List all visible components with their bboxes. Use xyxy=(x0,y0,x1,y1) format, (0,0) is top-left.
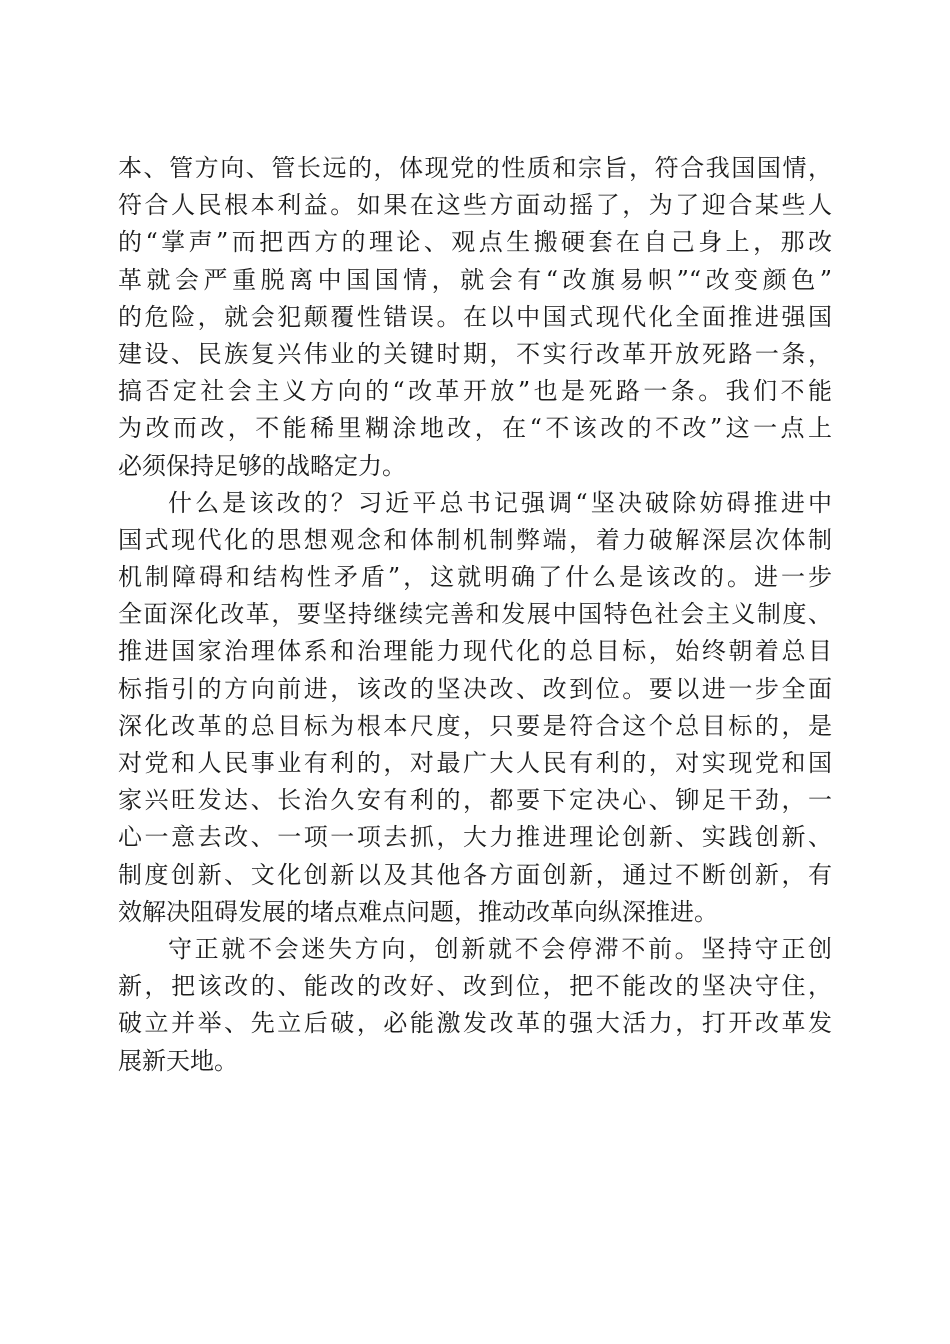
text-line: 什么是该改的？习近平总书记强调“坚决破除妨碍推进中 xyxy=(168,488,832,517)
text-line: 全面深化改革，要坚持继续完善和发展中国特色社会主义制度、 xyxy=(118,600,832,629)
text-line: 效解决阻碍发展的堵点难点问题，推动改革向纵深推进。 xyxy=(118,897,718,926)
text-line: 搞否定社会主义方向的“改革开放”也是死路一条。我们不能 xyxy=(118,377,832,406)
text-line: 标指引的方向前进，该改的坚决改、改到位。要以进一步全面 xyxy=(118,674,832,703)
paragraph-2 xyxy=(118,485,832,931)
text-line: 破立并举、先立后破，必能激发改革的强大活力，打开改革发 xyxy=(118,1009,832,1038)
text-line: 机制障碍和结构性矛盾”，这就明确了什么是该改的。进一步 xyxy=(118,563,832,592)
document-body xyxy=(118,150,832,1080)
text-line: 推进国家治理体系和治理能力现代化的总目标，始终朝着总目 xyxy=(118,637,832,666)
text-line: 的“掌声”而把西方的理论、观点生搬硬套在自己身上，那改 xyxy=(118,228,832,257)
text-line: 心一意去改、一项一项去抓，大力推进理论创新、实践创新、 xyxy=(118,823,832,852)
text-line: 展新天地。 xyxy=(118,1046,238,1075)
text-line: 深化改革的总目标为根本尺度，只要是符合这个总目标的，是 xyxy=(118,711,832,740)
text-line: 家兴旺发达、长治久安有利的，都要下定决心、铆足干劲，一 xyxy=(118,786,832,815)
text-line: 对党和人民事业有利的，对最广大人民有利的，对实现党和国 xyxy=(118,749,832,777)
text-line: 制度创新、文化创新以及其他各方面创新，通过不断创新，有 xyxy=(118,860,832,889)
text-line: 国式现代化的思想观念和体制机制弊端，着力破解深层次体制 xyxy=(118,525,832,554)
text-line: 必须保持足够的战略定力。 xyxy=(118,451,406,480)
paragraph-3 xyxy=(118,931,832,1080)
text-line: 新，把该改的、能改的改好、改到位，把不能改的坚决守住， xyxy=(118,972,832,1001)
paragraph-1 xyxy=(118,150,832,485)
text-line: 革就会严重脱离中国国情，就会有“改旗易帜”“改变颜色” xyxy=(118,265,832,294)
text-line: 符合人民根本利益。如果在这些方面动摇了，为了迎合某些人 xyxy=(118,191,832,220)
text-line: 本、管方向、管长远的，体现党的性质和宗旨，符合我国国情， xyxy=(118,154,832,182)
text-line: 守正就不会迷失方向，创新就不会停滞不前。坚持守正创 xyxy=(168,934,832,963)
text-line: 的危险，就会犯颠覆性错误。在以中国式现代化全面推进强国 xyxy=(118,302,832,331)
text-line: 为改而改，不能稀里糊涂地改，在“不该改的不改”这一点上 xyxy=(118,414,832,443)
text-line: 建设、民族复兴伟业的关键时期，不实行改革开放死路一条， xyxy=(118,339,832,368)
